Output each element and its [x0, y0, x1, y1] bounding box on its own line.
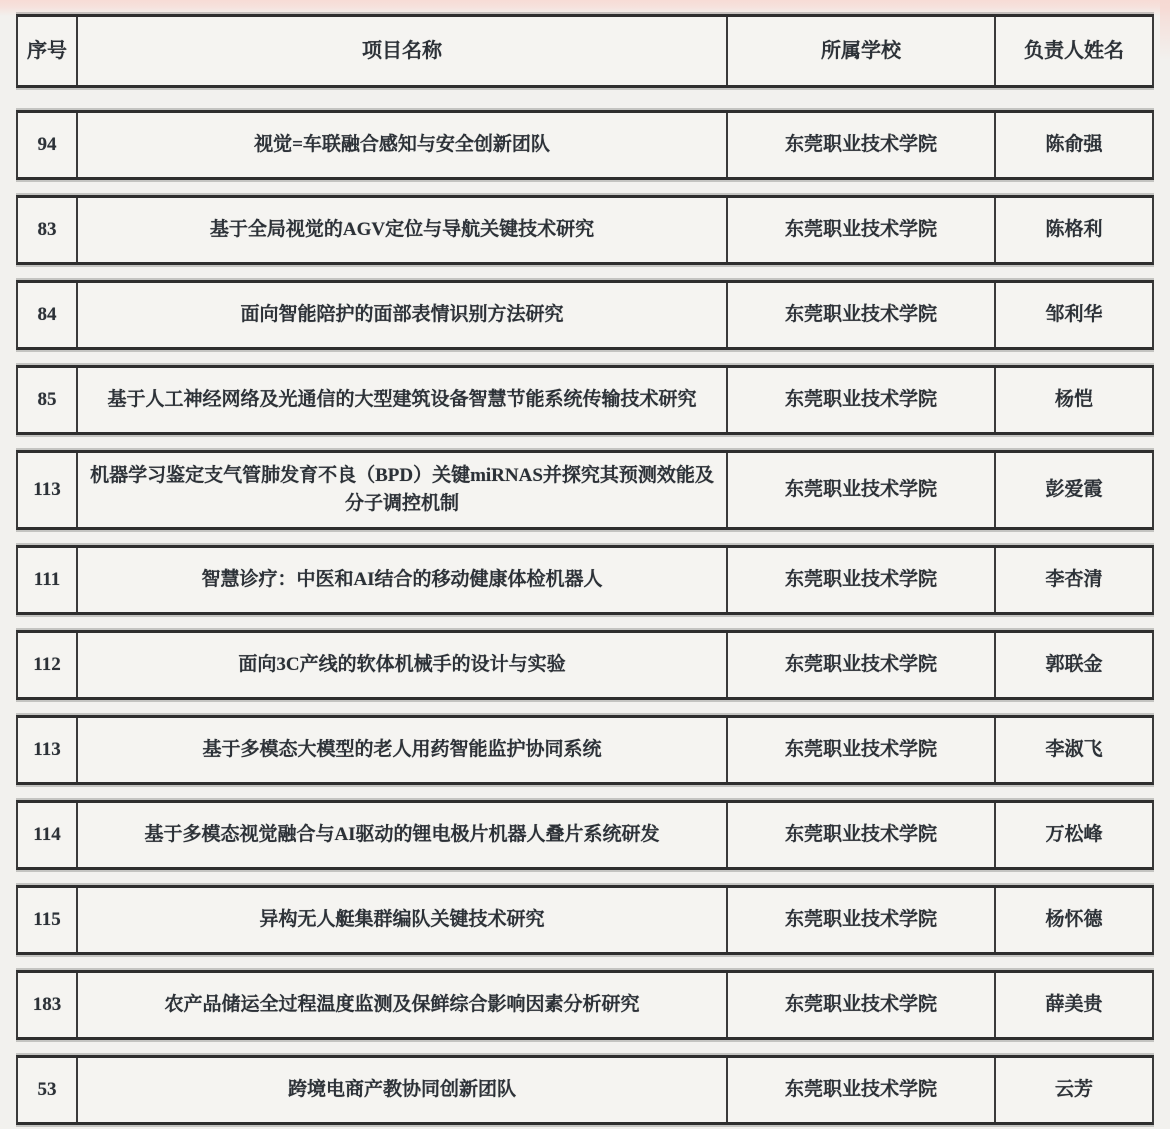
- cell-project: 异构无人艇集群编队关键技术研究: [76, 888, 726, 952]
- cell-no: 94: [37, 134, 57, 156]
- cell-school: 东莞职业技术学院: [726, 283, 994, 347]
- cell-school: 东莞职业技术学院: [726, 1058, 994, 1122]
- cell-no: 85: [37, 389, 57, 411]
- cell-leader: 杨恺: [994, 368, 1152, 432]
- cell-leader: 杨怀德: [994, 888, 1152, 952]
- cell-project: 机器学习鉴定支气管肺发育不良（BPD）关键miRNAS并探究其预测效能及分子调控机制: [76, 453, 726, 527]
- cell-no: 183: [32, 994, 62, 1016]
- cell-project: 基于多模态视觉融合与AI驱动的锂电极片机器人叠片系统研发: [76, 803, 726, 867]
- cell-leader: 陈格利: [994, 198, 1152, 262]
- cell-school: 东莞职业技术学院: [726, 113, 994, 177]
- table-row: [16, 800, 1154, 870]
- cell-project: 面向智能陪护的面部表情识别方法研究: [76, 283, 726, 347]
- table-row: [16, 280, 1154, 350]
- cell-leader: 李杏清: [994, 548, 1152, 612]
- table-row: [16, 630, 1154, 700]
- cell-school: 东莞职业技术学院: [726, 633, 994, 697]
- cell-leader: 云芳: [994, 1058, 1152, 1122]
- cell-project: 农产品储运全过程温度监测及保鲜综合影响因素分析研究: [76, 973, 726, 1037]
- cell-no: 112: [33, 654, 61, 676]
- cell-no: 113: [33, 479, 61, 501]
- cell-no: 114: [33, 824, 61, 846]
- cell-school: 东莞职业技术学院: [726, 453, 994, 527]
- column-header-leader: 负责人姓名: [994, 17, 1152, 85]
- cell-leader: 陈俞强: [994, 113, 1152, 177]
- cell-leader: 李淑飞: [994, 718, 1152, 782]
- table-row: [16, 545, 1154, 615]
- cell-project: 基于全局视觉的AGV定位与导航关键技术研究: [76, 198, 726, 262]
- cell-project: 面向3C产线的软体机械手的设计与实验: [76, 633, 726, 697]
- cell-school: 东莞职业技术学院: [726, 803, 994, 867]
- table-row: [16, 195, 1154, 265]
- cell-no: 84: [37, 304, 57, 326]
- cell-no: 83: [37, 219, 57, 241]
- cell-leader: 万松峰: [994, 803, 1152, 867]
- column-header-project: 项目名称: [76, 17, 726, 85]
- table-row: [16, 1055, 1154, 1125]
- cell-school: 东莞职业技术学院: [726, 368, 994, 432]
- cell-project: 基于人工神经网络及光通信的大型建筑设备智慧节能系统传输技术研究: [76, 368, 726, 432]
- cell-school: 东莞职业技术学院: [726, 888, 994, 952]
- table-row: [16, 110, 1154, 180]
- scan-edge-right-artifact: [1160, 0, 1170, 60]
- cell-no: 111: [33, 569, 61, 591]
- cell-school: 东莞职业技术学院: [726, 718, 994, 782]
- cell-project: 跨境电商产教协同创新团队: [76, 1058, 726, 1122]
- cell-school: 东莞职业技术学院: [726, 548, 994, 612]
- cell-project: 视觉=车联融合感知与安全创新团队: [76, 113, 726, 177]
- cell-project: 基于多模态大模型的老人用药智能监护协同系统: [76, 718, 726, 782]
- cell-school: 东莞职业技术学院: [726, 198, 994, 262]
- cell-school: 东莞职业技术学院: [726, 973, 994, 1037]
- table-row: [16, 715, 1154, 785]
- cell-leader: 彭爱霞: [994, 453, 1152, 527]
- table-header-row: [16, 14, 1154, 88]
- table-body: [16, 110, 1154, 1125]
- table-row: [16, 970, 1154, 1040]
- cell-leader: 邹利华: [994, 283, 1152, 347]
- cell-project: 智慧诊疗：中医和AI结合的移动健康体检机器人: [76, 548, 726, 612]
- cell-leader: 郭联金: [994, 633, 1152, 697]
- table-row: [16, 365, 1154, 435]
- cell-no: 115: [33, 909, 61, 931]
- scanned-table-document: [16, 14, 1154, 1125]
- cell-leader: 薛美贵: [994, 973, 1152, 1037]
- cell-no: 113: [33, 739, 61, 761]
- table-row: [16, 450, 1154, 530]
- cell-no: 53: [37, 1079, 57, 1101]
- table-row: [16, 885, 1154, 955]
- column-header-no: 序号: [27, 39, 67, 62]
- column-header-school: 所属学校: [726, 17, 994, 85]
